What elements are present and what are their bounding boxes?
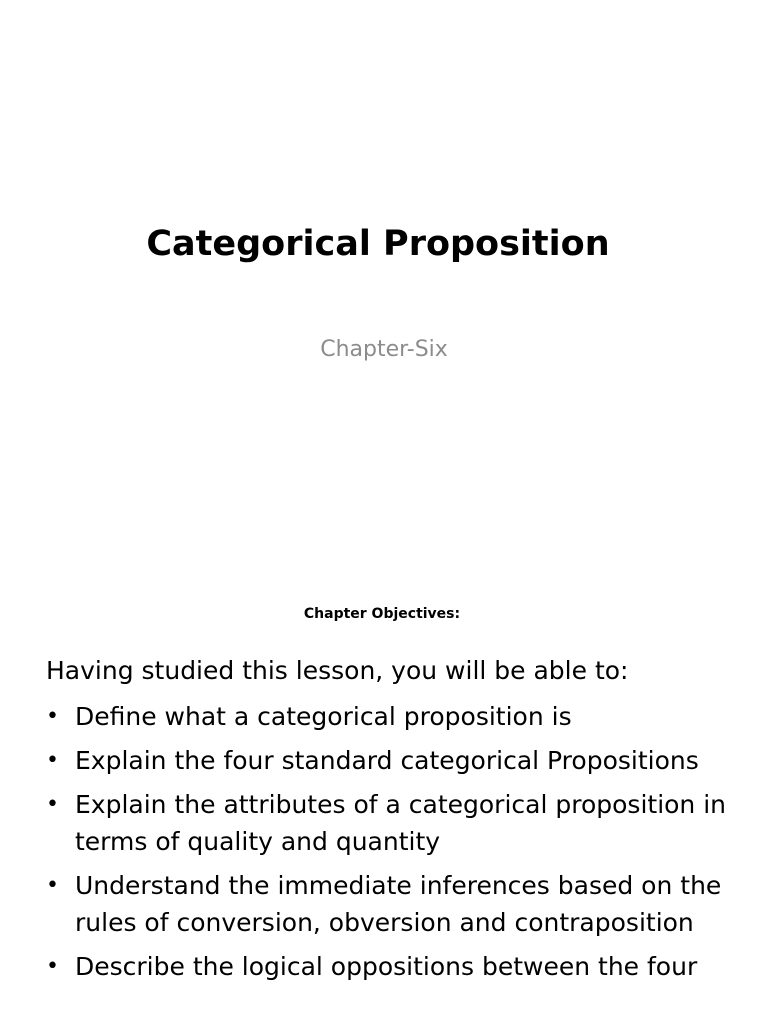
objective-item xyxy=(46,698,726,735)
objective-text: Describe the logical oppositions between the four xyxy=(75,952,698,981)
objectives-list xyxy=(46,698,726,992)
objectives-heading: Chapter Objectives: xyxy=(303,606,461,622)
slide-subtitle: Chapter-Six xyxy=(320,337,448,362)
slide-title: Categorical Proposition xyxy=(146,224,610,264)
bullet-icon: • xyxy=(46,873,59,898)
objective-text: Explain the four standard categorical Propositions xyxy=(75,746,699,775)
bullet-icon: • xyxy=(46,792,59,817)
objective-item xyxy=(46,786,726,860)
objective-text: Understand the immediate inferences based on the rules of conversion, obversion and contraposition xyxy=(75,871,722,937)
bullet-icon: • xyxy=(46,704,59,729)
objectives-intro: Having studied this lesson, you will be able to: xyxy=(46,656,629,685)
objective-item xyxy=(46,867,726,941)
objective-text: Define what a categorical proposition is xyxy=(75,702,572,731)
objective-item xyxy=(46,742,726,779)
objective-item xyxy=(46,948,726,985)
bullet-icon: • xyxy=(46,748,59,773)
bullet-icon: • xyxy=(46,954,59,979)
objective-text: Explain the attributes of a categorical proposition in terms of quality and quantity xyxy=(75,790,727,856)
objectives-slide xyxy=(0,576,768,1024)
